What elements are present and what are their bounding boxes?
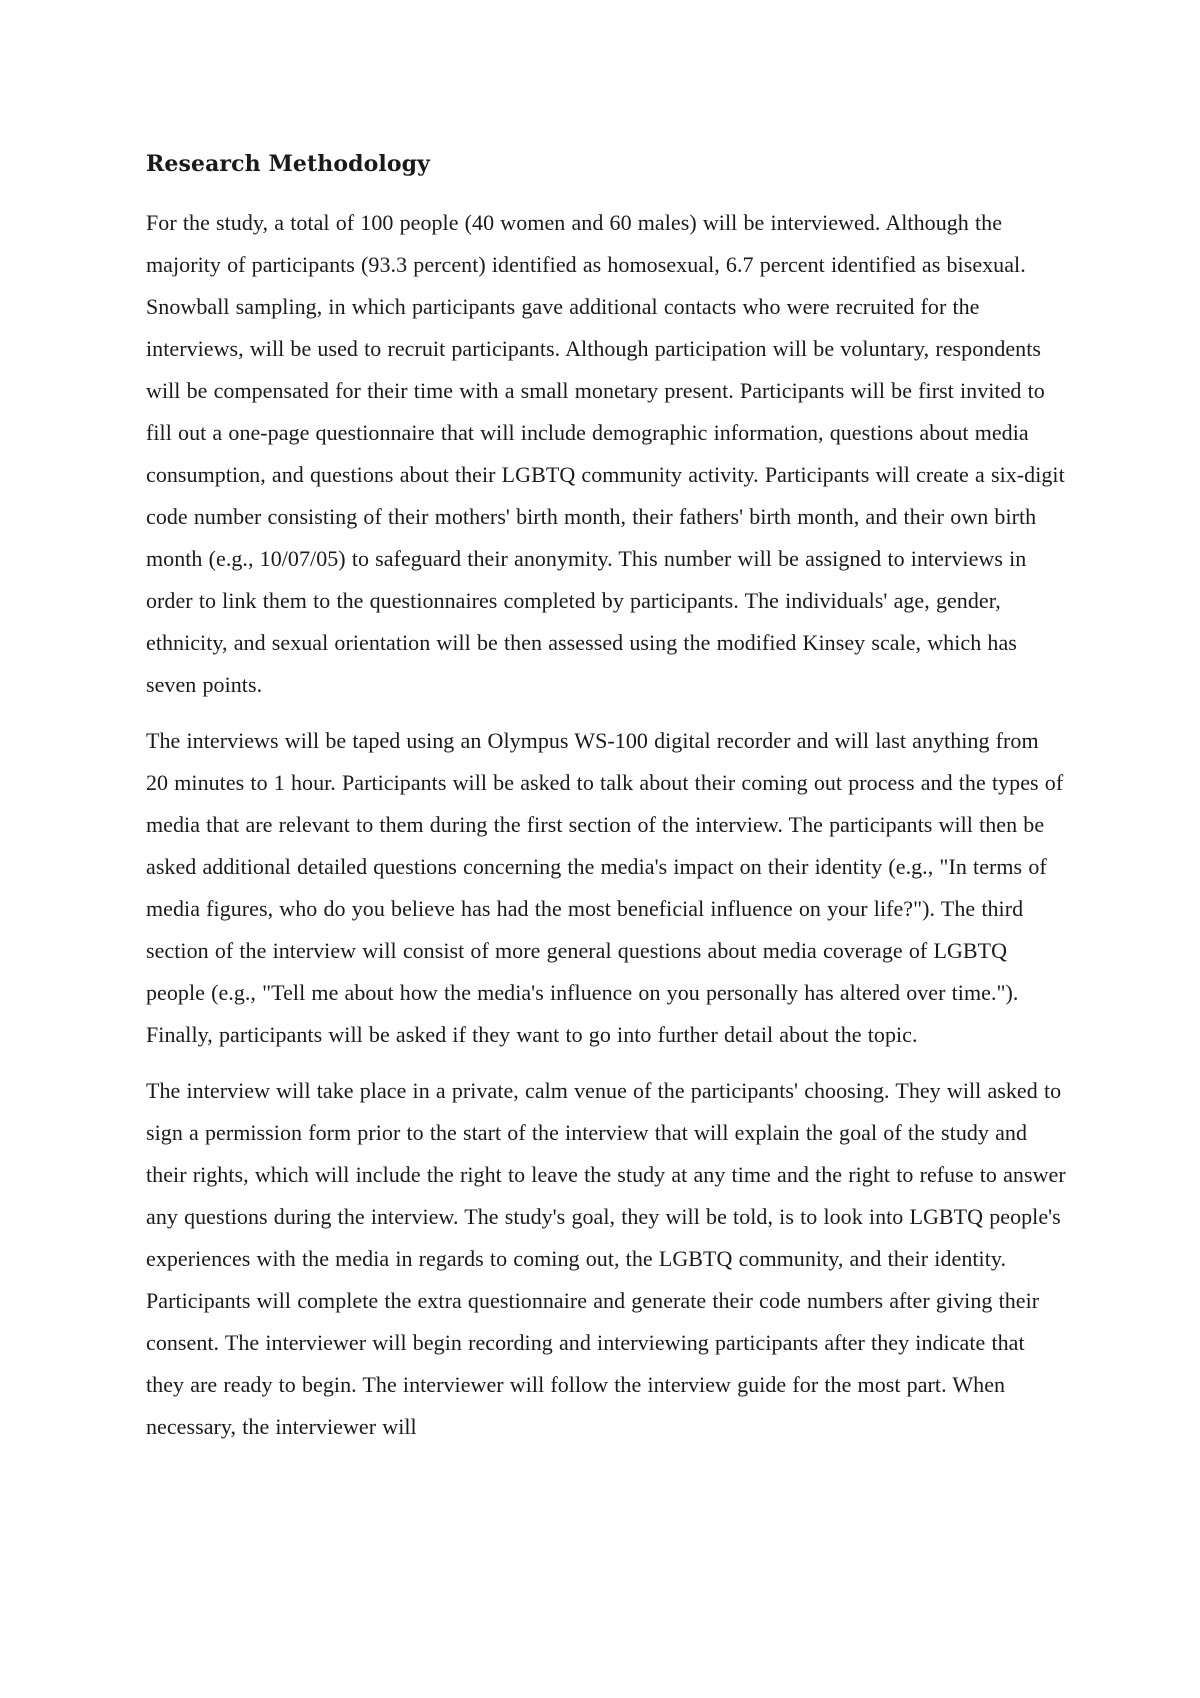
document-body <box>146 146 1066 1448</box>
paragraph-interview-structure: The interviews will be taped using an Olympus WS-100 digital recorder and will last anything from 20 minutes to 1 hour. Participants will be asked to talk about their coming out process and the types of media that are relevant to them during the first section of the interview. The participants will then be asked additional detailed questions concerning the media's impact on their identity (e.g., "In terms of media figures, who do you believe has had the most beneficial influence on your life?"). The third section of the interview will consist of more general questions about media coverage of LGBTQ people (e.g., "Tell me about how the media's influence on you personally has altered over time."). Finally, participants will be asked if they want to go into further detail about the topic. <box>146 728 1064 1047</box>
paragraph-interview-procedure: The interview will take place in a private, calm venue of the participants' choosing. They will asked to sign a permission form prior to the start of the interview that will explain the goal of the study and their rights, which will include the right to leave the study at any time and the right to refuse to answer any questions during the interview. The study's goal, they will be told, is to look into LGBTQ people's experiences with the media in regards to coming out, the LGBTQ community, and their identity. Participants will complete the extra questionnaire and generate their code numbers after giving their consent. The interviewer will begin recording and interviewing participants after they indicate that they are ready to begin. The interviewer will follow the interview guide for the most part. When necessary, the interviewer will <box>146 1078 1066 1439</box>
section-heading: Research Methodology <box>146 151 430 177</box>
paragraph-participants: For the study, a total of 100 people (40 women and 60 males) will be interviewed. Although the majority of participants (93.3 percent) identified as homosexual, 6.7 percent identified as bisexual. Snowball sampling, in which participants gave additional contacts who were recruited for the interviews, will be used to recruit participants. Although participation will be voluntary, respondents will be compensated for their time with a small monetary present. Participants will be first invited to fill out a one-page questionnaire that will include demographic information, questions about media consumption, and questions about their LGBTQ community activity. Participants will create a six-digit code number consisting of their mothers' birth month, their fathers' birth month, and their own birth month (e.g., 10/07/05) to safeguard their anonymity. This number will be assigned to interviews in order to link them to the questionnaires completed by participants. The individuals' age, gender, ethnicity, and sexual orientation will be then assessed using the modified Kinsey scale, which has seven points. <box>146 210 1065 697</box>
